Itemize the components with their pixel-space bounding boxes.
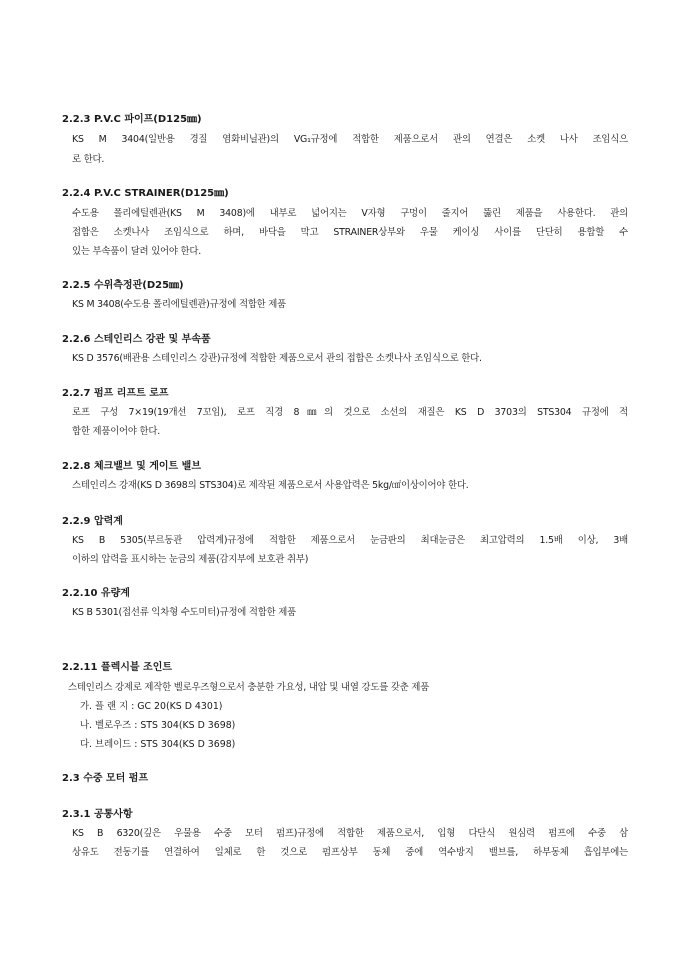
section-heading-2-2-5: 2.2.5 수위측정관(D25㎜) xyxy=(62,280,184,291)
section-heading-2-2-7: 2.2.7 펌프 리프트 로프 xyxy=(62,388,169,399)
paragraph-line: 스테인리스 강재(KS D 3698의 STS304)로 제작된 제품으로서 사용압력은 5kg/㎠이상이어야 한다. xyxy=(72,480,469,491)
paragraph-line: KS B 6320(깊은 우물용 수중 모터 펌프)규정에 적합한 제품으로서, 입형 다단식 원심력 펌프에 수중 삼 xyxy=(72,828,628,839)
section-heading-2-3-1: 2.3.1 공통사항 xyxy=(62,809,133,820)
section-heading-2-2-6: 2.2.6 스테인리스 강관 및 부속품 xyxy=(62,334,211,345)
section-heading-2-2-4: 2.2.4 P.V.C STRAINER(D125㎜) xyxy=(62,188,229,199)
paragraph-line: 스테인리스 강제로 제작한 벨로우즈형으로서 충분한 가요성, 내압 및 내열 강도를 갖춘 제품 xyxy=(68,682,430,693)
paragraph-line: KS M 3404(일반용 경질 염화비닐관)의 VG₁규정에 적합한 제품으로서 관의 연결은 소켓 나사 조임식으 xyxy=(72,134,628,145)
paragraph-line: 수도용 폴리에틸렌관(KS M 3408)에 내부로 넓어지는 V자형 구멍이 줄지어 뚫린 제품을 사용한다. 관의 xyxy=(72,208,628,219)
list-item: 나. 벨로우즈 : STS 304(KS D 3698) xyxy=(80,720,236,731)
paragraph-line: KS D 3576(배관용 스테인리스 강관)규정에 적합한 제품으로서 관의 접합은 소켓나사 조임식으로 한다. xyxy=(72,353,482,364)
section-heading-2-2-10: 2.2.10 유량계 xyxy=(62,588,130,599)
paragraph-line: 접합은 소켓나사 조임식으로 하며, 바닥을 막고 STRAINER상부와 우물 케이싱 사이를 단단히 용합할 수 xyxy=(72,227,628,238)
list-item: 다. 브레이드 : STS 304(KS D 3698) xyxy=(80,739,236,750)
paragraph-line: KS M 3408(수도용 폴리에틸렌관)규정에 적합한 제품 xyxy=(72,299,287,310)
paragraph-line: 있는 부속품이 달려 있어야 한다. xyxy=(72,246,202,257)
section-heading-2-2-8: 2.2.8 체크밸브 및 게이트 밸브 xyxy=(62,461,201,472)
section-heading-2-2-9: 2.2.9 압력계 xyxy=(62,516,123,527)
paragraph-line: 이하의 압력을 표시하는 눈금의 제품(감지부에 보호관 취부) xyxy=(72,554,309,565)
paragraph-line: 상유도 전동기를 연결하여 일체로 한 것으로 펌프상부 동체 중에 역수방지 밸브를, 하부동체 흡입부에는 xyxy=(72,847,628,858)
list-item: 가. 플 랜 지 : GC 20(KS D 4301) xyxy=(80,701,223,712)
section-heading-2-2-11: 2.2.11 플렉시블 조인트 xyxy=(62,662,173,673)
paragraph-line: KS B 5305(부르동관 압력계)규정에 적합한 제품으로서 눈금판의 최대눈금은 최고압력의 1.5배 이상, 3배 xyxy=(72,535,628,546)
paragraph-line: 합한 제품이어야 한다. xyxy=(72,426,161,437)
paragraph-line: 로 한다. xyxy=(72,154,105,165)
section-heading-2-2-3: 2.2.3 P.V.C 파이프(D125㎜) xyxy=(62,114,202,125)
paragraph-line: KS B 5301(접선류 익차형 수도미터)규정에 적합한 제품 xyxy=(72,607,296,618)
paragraph-line: 로프 구성 7×19(19개선 7꼬임), 로프 직경 8㎜의 것으로 소선의 재질은 KS D 3703의 STS304 규정에 적 xyxy=(72,407,628,418)
section-heading-2-3: 2.3 수중 모터 펌프 xyxy=(62,773,149,784)
